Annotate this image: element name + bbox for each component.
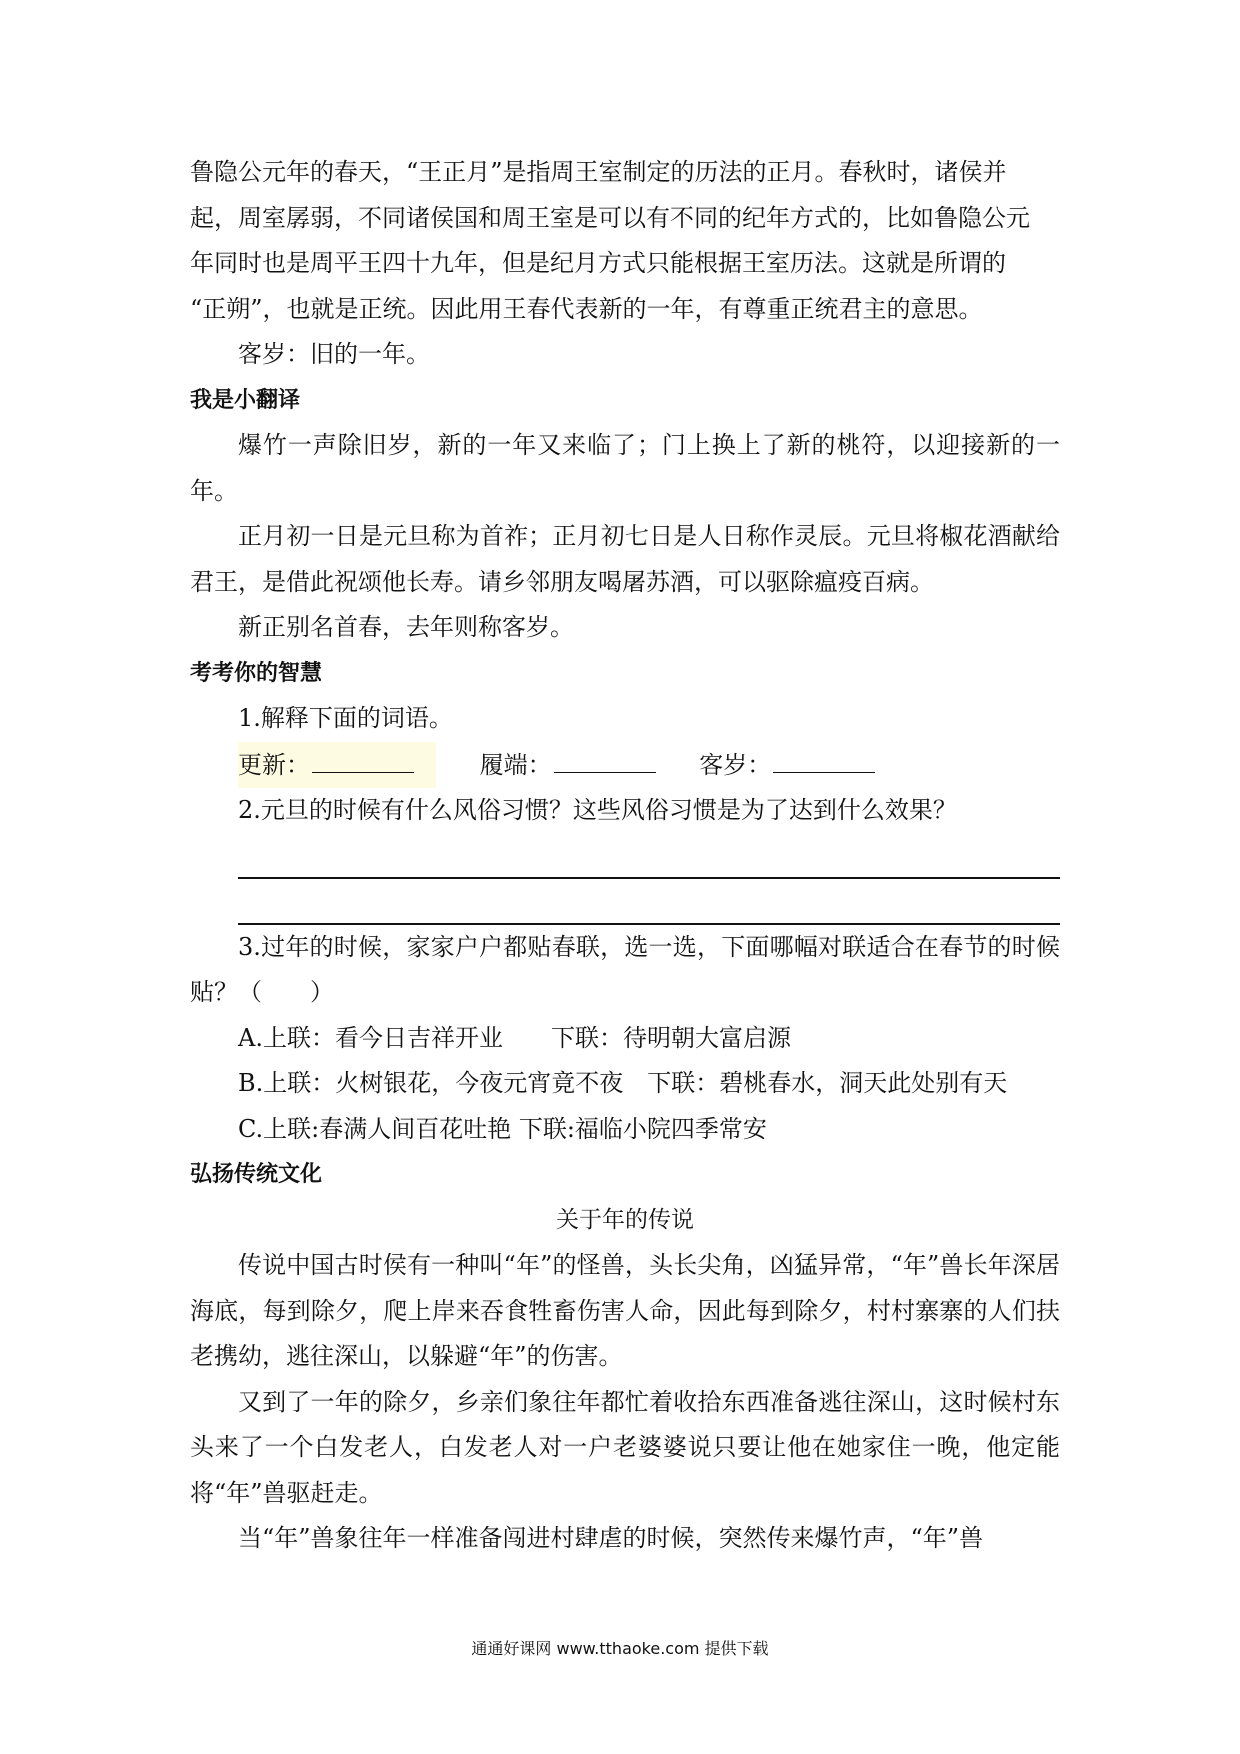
term-label: 履端： bbox=[479, 750, 552, 779]
option-a: A.上联：看今日吉祥开业 下联：待明朝大富启源 bbox=[238, 1023, 791, 1052]
term-label: 客岁： bbox=[699, 750, 772, 779]
term-blank-group bbox=[480, 742, 656, 789]
intro-line-2: 起，周室孱弱，不同诸侯国和周王室是可以有不同的纪年方式的，比如鲁隐公元 bbox=[190, 203, 1030, 232]
story-paragraph: 当“年”兽象往年一样准备闯进村肆虐的时候，突然传来爆竹声，“年”兽 bbox=[238, 1524, 984, 1552]
answer-line[interactable] bbox=[238, 834, 1060, 880]
story-paragraph: 传说中国古时侯有一种叫“年”的怪兽，头长尖角，凶猛异常，“年”兽长年深居海底，每到除夕，爬上岸来吞食牲畜伤害人命，因此每到除夕，村村寨寨的人们扶老携幼，逃往深山，以躲避“年”的伤害。 bbox=[190, 1251, 1060, 1370]
translate-heading: 我是小翻译 bbox=[190, 387, 301, 413]
question-2: 2.元旦的时候有什么风俗习惯？这些风俗习惯是为了达到什么效果？ bbox=[238, 796, 957, 824]
translate-paragraph: 爆竹一声除旧岁，新的一年又来临了；门上换上了新的桃符，以迎接新的一年。 bbox=[190, 431, 1060, 505]
answer-blank[interactable] bbox=[773, 742, 875, 773]
kesui-definition: 客岁：旧的一年。 bbox=[238, 340, 430, 368]
intro-line-1: 鲁隐公元年的春天，“王正月”是指周王室制定的历法的正月。春秋时，诸侯并 bbox=[190, 158, 1007, 186]
question-1: 1.解释下面的词语。 bbox=[238, 704, 453, 732]
term-blank-group bbox=[238, 742, 436, 789]
answer-blank[interactable] bbox=[312, 742, 414, 773]
option-c: C.上联:春满人间百花吐艳 下联:福临小院四季常安 bbox=[238, 1114, 767, 1143]
quiz-heading: 考考你的智慧 bbox=[190, 660, 323, 686]
translate-paragraph: 新正别名首春，去年则称客岁。 bbox=[238, 613, 574, 641]
page-footer: 通通好课网 www.tthaoke.com 提供下载 bbox=[471, 1639, 769, 1658]
document-body bbox=[190, 150, 1060, 1562]
question-3: 3.过年的时候，家家户户都贴春联，选一选，下面哪幅对联适合在春节的时候贴？（ ） bbox=[190, 932, 1060, 1006]
story-title: 关于年的传说 bbox=[556, 1206, 694, 1233]
answer-line[interactable] bbox=[238, 879, 1060, 925]
term-blank-group bbox=[699, 742, 875, 789]
intro-line-4: “正朔”，也就是正统。因此用王春代表新的一年，有尊重正统君主的意思。 bbox=[190, 294, 983, 323]
story-paragraph: 又到了一年的除夕，乡亲们象往年都忙着收拾东西准备逃往深山，这时候村东头来了一个白发老人，白发老人对一户老婆婆说只要让他在她家住一晚，他定能将“年”兽驱赶走。 bbox=[190, 1387, 1060, 1507]
option-b: B.上联：火树银花，今夜元宵竟不夜 下联：碧桃春水，洞天此处别有天 bbox=[238, 1069, 1008, 1097]
translate-paragraph: 正月初一日是元旦称为首祚；正月初七日是人日称作灵辰。元旦将椒花酒献给君王，是借此祝颂他长寿。请乡邻朋友喝屠苏酒，可以驱除瘟疫百病。 bbox=[190, 522, 1060, 596]
term-blanks bbox=[190, 742, 1060, 789]
culture-heading: 弘扬传统文化 bbox=[190, 1162, 323, 1187]
answer-blank[interactable] bbox=[554, 742, 656, 773]
intro-line-3: 年同时也是周平王四十九年，但是纪月方式只能根据王室历法。这就是所谓的 bbox=[190, 249, 1006, 277]
term-label: 更新： bbox=[238, 750, 310, 779]
